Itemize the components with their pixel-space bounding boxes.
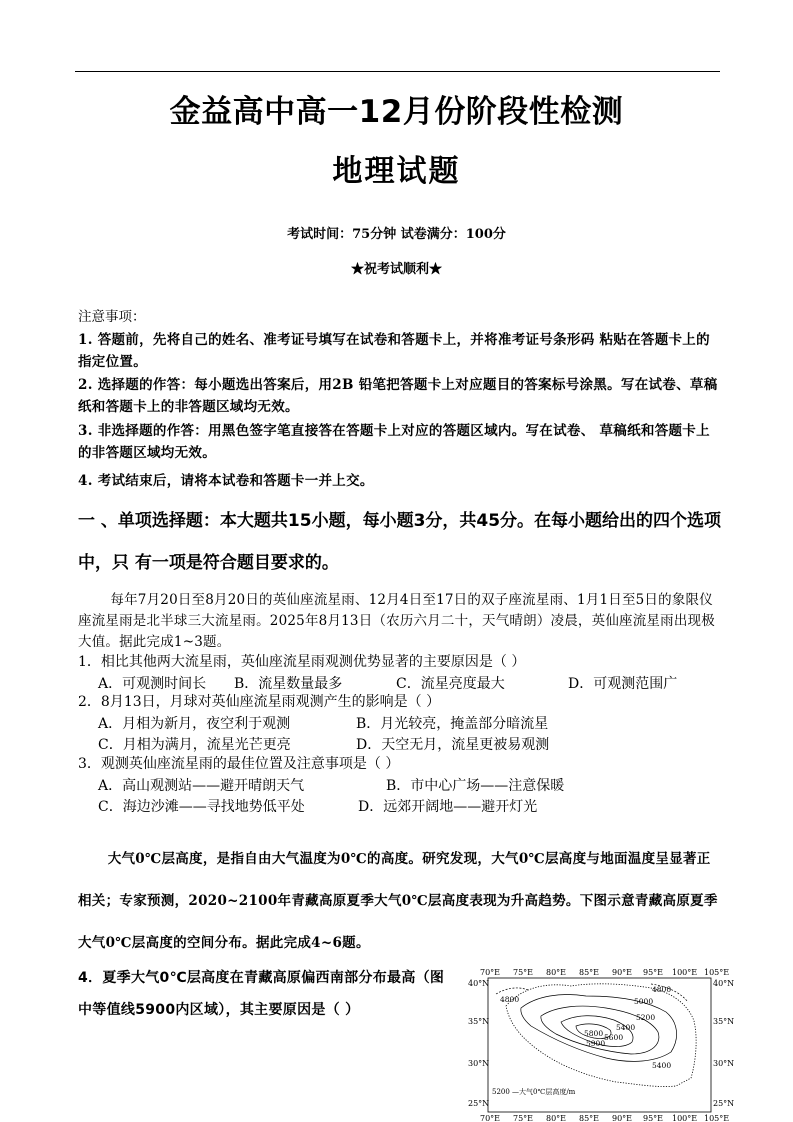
lon-label-top: 80°E xyxy=(546,968,567,977)
q2-option-a: A．月相为新月，夜空利于观测 xyxy=(98,716,291,732)
lon-label-top: 75°E xyxy=(513,968,534,977)
exam-wish: ★祝考试顺利★ xyxy=(350,262,442,277)
q1-option-a: A．可观测时间长 xyxy=(98,676,207,692)
lon-label-bottom: 85°E xyxy=(579,1114,600,1122)
contour-label: 5200 xyxy=(636,1013,656,1022)
lon-label-bottom: 80°E xyxy=(546,1114,567,1122)
lat-label-left: 35°N xyxy=(468,1017,490,1026)
notes-heading: 注意事项： xyxy=(78,309,146,325)
lon-label-bottom: 75°E xyxy=(513,1114,534,1122)
contour-label: 4800 xyxy=(500,995,520,1004)
contour-label: 5000 xyxy=(634,997,654,1006)
exam-meta: 考试时间：75分钟 试卷满分：100分 xyxy=(287,227,506,242)
lon-label-top: 105°E xyxy=(704,968,730,977)
lon-label-bottom: 105°E xyxy=(704,1114,730,1122)
q1-option-b: B．流星数量最多 xyxy=(234,676,343,692)
lon-label-top: 90°E xyxy=(612,968,633,977)
question-1-stem: 1．相比其他两大流星雨，英仙座流星雨观测优势显著的主要原因是（ ） xyxy=(78,654,526,670)
contour-label: 5400 xyxy=(616,1023,636,1032)
q3-option-b: B．市中心广场——注意保暖 xyxy=(386,778,565,794)
lat-label-left: 40°N xyxy=(468,979,490,988)
note-item-4: 4. 考试结束后，请将本试卷和答题卡一并上交。 xyxy=(78,473,374,489)
note-item-1: 1. 答题前，先将自己的姓名、准考证号填写在试卷和答题卡上，并将准考证号条形码 粘贴在答题卡上的指定位置。 xyxy=(78,332,710,370)
q2-option-d: D．天空无月，流星更被易观测 xyxy=(356,737,550,753)
lon-label-top: 100°E xyxy=(672,968,698,977)
lon-label-bottom: 70°E xyxy=(480,1114,501,1122)
q2-option-b: B．月光较亮，掩盖部分暗流星 xyxy=(356,716,549,732)
contour-5000 xyxy=(521,995,677,1062)
lon-label-top: 70°E xyxy=(480,968,501,977)
q1-option-d: D．可观测范围广 xyxy=(568,676,678,692)
lat-label-left: 25°N xyxy=(468,1099,490,1108)
lon-label-top: 85°E xyxy=(579,968,600,977)
lat-label-right: 35°N xyxy=(713,1017,735,1026)
lat-label-right: 40°N xyxy=(713,979,735,988)
lon-label-bottom: 95°E xyxy=(643,1114,664,1122)
section-heading: 一 、单项选择题：本大题共15小题，每小题3分，共45分。在每小题给出的四个选项中，只 有一项是符合题目要求的。 xyxy=(78,511,722,573)
contour-label: 4800 xyxy=(652,985,672,994)
passage-2: 大气0℃层高度，是指自由大气温度为0℃的高度。研究发现，大气0℃层高度与地面温度呈显著正相关；专家预测，2020~2100年青藏高原夏季大气0℃层高度表现为升高趋势。下图示意青藏高原夏季大气0℃层高度的空间分布。据此完成4~6题。 xyxy=(78,851,718,951)
contour-label: 5600 xyxy=(604,1033,624,1042)
lat-label-right: 30°N xyxy=(713,1059,735,1068)
lon-label-top: 95°E xyxy=(643,968,664,977)
contour-label: 5400 xyxy=(652,1061,672,1070)
note-item-2: 2. 选择题的作答：每小题选出答案后，用2B 铅笔把答题卡上对应题目的答案标号涂黑。写在试卷、草稿纸和答题卡上的非答题区域均无效。 xyxy=(78,377,718,415)
passage-1: 每年7月20日至8月20日的英仙座流星雨、12月4日至17日的双子座流星雨、1月1日至5日的象限仪座流星雨是北半球三大流星雨。2025年8月13日（农历六月二十，天气晴朗）凌晨，英仙座流星雨出现极大值。据此完成1~3题。 xyxy=(78,592,715,650)
lat-label-right: 25°N xyxy=(713,1099,735,1108)
plateau-freezing-level-map xyxy=(466,966,735,1122)
lon-label-bottom: 90°E xyxy=(612,1114,633,1122)
contour-label: 5900 xyxy=(586,1039,606,1048)
q3-option-d: D．远郊开阔地——避开灯光 xyxy=(358,799,538,815)
lat-label-left: 30°N xyxy=(468,1059,490,1068)
question-2-stem: 2．8月13日，月球对英仙座流星雨观测产生的影响是（ ） xyxy=(78,694,441,710)
question-4-stem: 4．夏季大气0℃层高度在青藏高原偏西南部分布最高（图中等值线5900内区域），其主要原因是（ ） xyxy=(78,970,445,1018)
note-item-3: 3. 非选择题的作答：用黑色签字笔直接答在答题卡上对应的答题区域内。写在试卷、 草稿纸和答题卡上的非答题区域均无效。 xyxy=(78,423,710,461)
contour-label: 5800 xyxy=(584,1029,604,1038)
page-subtitle: 地理试题 xyxy=(332,154,461,189)
q2-option-c: C．月相为满月，流星光芒更亮 xyxy=(98,737,291,753)
q3-option-c: C．海边沙滩——寻找地势低平处 xyxy=(98,799,305,815)
contour-4800-west xyxy=(496,988,528,994)
q3-option-a: A．高山观测站——避开晴朗天气 xyxy=(98,778,305,794)
top-rule xyxy=(75,71,720,72)
map-legend: 5200 —大气0℃层高度/m xyxy=(492,1088,576,1096)
q1-option-c: C．流星亮度最大 xyxy=(396,676,505,692)
question-3-stem: 3．观测英仙座流星雨的最佳位置及注意事项是（ ） xyxy=(78,756,400,772)
page-title: 金益高中高一12月份阶段性检测 xyxy=(169,94,624,130)
lon-label-bottom: 100°E xyxy=(672,1114,698,1122)
